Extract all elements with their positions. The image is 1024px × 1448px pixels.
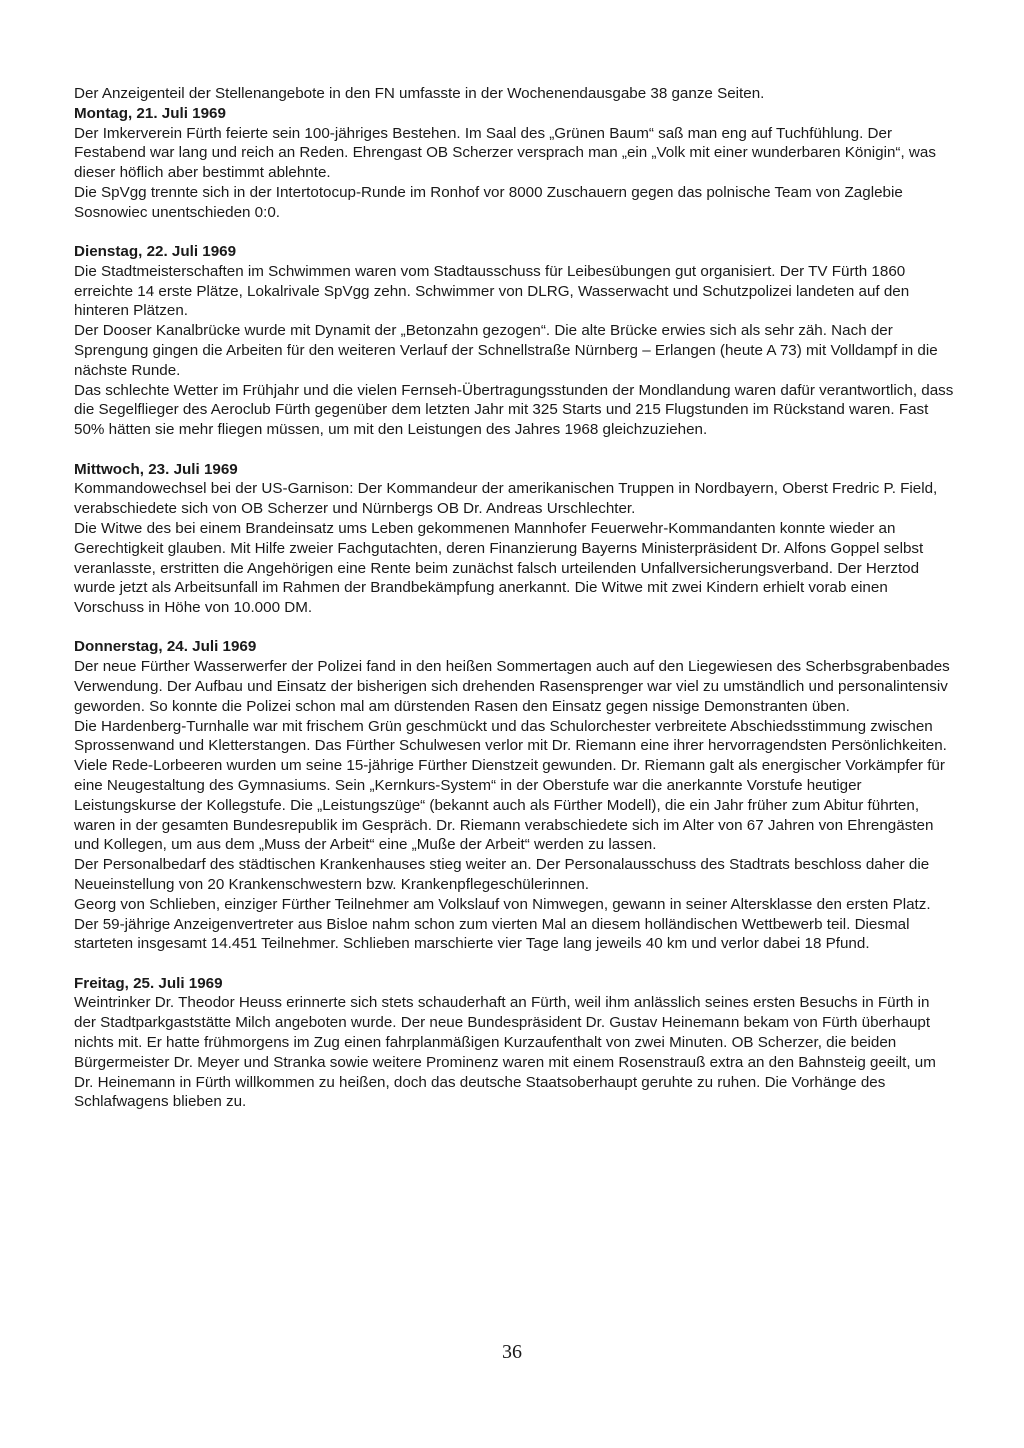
section-heading: Mittwoch, 23. Juli 1969 (74, 460, 238, 478)
paragraph: Der Personalbedarf des städtischen Krankenhauses stieg weiter an. Der Personalausschuss des Stadtrats beschloss daher die Neueinstellung von 20 Krankenschwestern bzw. Krankenpflegeschülerinnen. (74, 856, 930, 893)
paragraph: Kommandowechsel bei der US-Garnison: Der Kommandeur der amerikanischen Truppen in Nordbayern, Oberst Fredric P. Field, verabschiedete sich von OB Scherzer und Nürnbergs OB Dr. Andreas Urschlechter. (74, 480, 938, 518)
section-heading: Dienstag, 22. Juli 1969 (74, 243, 237, 261)
section-dienstag (74, 242, 954, 440)
page-number: 36 (502, 1341, 522, 1363)
paragraph: Die Witwe des bei einem Brandeinsatz ums Leben gekommenen Mannhofer Feuerwehr-Kommandanten konnte wieder an Gerechtigkeit glauben. Mit Hilfe zweier Fachgutachten, deren Finanzierung Bayerns Ministerpräsident Dr. Alfons Goppel selbst veranlasste, erstritten die Angehörigen eine Rente beim zunächst falsch urteilenden Unfallversicherungsverband. Der Herztod wurde jetzt als Arbeitsunfall im Rahmen der Brandbekämpfung anerkannt. Die Witwe mit zwei Kindern erhielt vorab einen Vorschuss in Höhe von 10.000 DM. (74, 519, 924, 617)
paragraph: Die SpVgg trennte sich in der Intertotocup-Runde im Ronhof vor 8000 Zuschauern gegen das polnische Team von Zaglebie Sosnowiec unentschieden 0:0. (74, 183, 903, 221)
paragraph: Georg von Schlieben, einziger Fürther Teilnehmer am Volkslauf von Nimwegen, gewann in seiner Altersklasse den ersten Platz. Der 59-jährige Anzeigenvertreter aus Bisloe nahm schon zum vierten Mal an diesem holländischen Wettbewerb teil. Diesmal starteten insgesamt 14.451 Teilnehmer. Schlieben marschierte vier Tage lang jeweils 40 km und verlor dabei 18 Pfund. (74, 895, 931, 953)
paragraph: Die Hardenberg-Turnhalle war mit frischem Grün geschmückt und das Schulorchester verbreitete Abschiedsstimmung zwischen Sprossenwand und Kletterstangen. Das Fürther Schulwesen verlor mit Dr. Riemann eine ihrer hervorragendsten Persönlichkeiten. Viele Rede-Lorbeeren wurden um seine 15-jährige Fürther Dienstzeit gewunden. Dr. Riemann galt als energischer Vorkämpfer für eine Neugestaltung des Gymnasiums. Sein „Kernkurs-System“ in der Oberstufe war die anerkannte Vorstufe heutiger Leistungskurse der Kollegstufe. Die „Leistungszüge“ (bekannt auch als Fürther Modell), die ein Jahr früher zum Abitur führten, waren in der gesamten Bundesrepublik im Gespräch. Dr. Riemann verabschiedete sich im Alter von 67 Jahren von Ehrengästen und Kollegen, um aus dem „Muss der Arbeit“ eine „Muße der Arbeit“ werden zu lassen. (74, 717, 947, 854)
section-donnerstag (74, 637, 954, 954)
section-heading: Donnerstag, 24. Juli 1969 (74, 638, 257, 656)
document-page (74, 84, 954, 1132)
intro-paragraph: Der Anzeigenteil der Stellenangebote in den FN umfasste in der Wochenendausgabe 38 ganze Seiten. (74, 85, 765, 102)
paragraph: Das schlechte Wetter im Frühjahr und die vielen Fernseh-Übertragungsstunden der Mondlandung waren dafür verantwortlich, dass die Segelflieger des Aeroclub Fürth gegenüber dem letzten Jahr mit 325 Starts und 215 Flugstunden im Rückstand waren. Fast 50% hätten sie mehr fliegen müssen, um mit den Leistungen des Jahres 1968 gleichzuziehen. (74, 381, 954, 439)
paragraph: Der Imkerverein Fürth feierte sein 100-jähriges Bestehen. Im Saal des „Grünen Baum“ saß man eng auf Tuchfühlung. Der Festabend war lang und reich an Reden. Ehrengast OB Scherzer versprach man „ein „Volk mit einer wunderbaren Königin“, was dieser höflich aber bestimmt ablehnte. (74, 124, 936, 182)
section-mittwoch (74, 460, 954, 618)
section-montag (74, 104, 954, 223)
section-freitag (74, 974, 954, 1113)
paragraph: Weintrinker Dr. Theodor Heuss erinnerte sich stets schauderhaft an Fürth, weil ihm anlässlich seines ersten Besuchs in Fürth in der Stadtparkgaststätte Milch angeboten wurde. Der neue Bundespräsident Dr. Gustav Heinemann bekam von Fürth überhaupt nichts mit. Er hatte frühmorgens im Zug einen fahrplanmäßigen Kurzaufenthalt von zwei Minuten. OB Scherzer, die beiden Bürgermeister Dr. Meyer und Stranka sowie weitere Prominenz waren mit einem Rosenstrauß extra an den Bahnsteig geeilt, um Dr. Heinemann in Fürth willkommen zu heißen, doch das deutsche Staatsoberhaupt geruhte zu ruhen. Die Vorhänge des Schlafwagens blieben zu. (74, 994, 936, 1111)
paragraph: Die Stadtmeisterschaften im Schwimmen waren vom Stadtausschuss für Leibesübungen gut organisiert. Der TV Fürth 1860 erreichte 14 erste Plätze, Lokalrivale SpVgg zehn. Schwimmer von DLRG, Wasserwacht und Schutzpolizei landeten auf den hinteren Plätzen. (74, 262, 910, 320)
section-heading: Montag, 21. Juli 1969 (74, 104, 226, 122)
paragraph: Der neue Fürther Wasserwerfer der Polizei fand in den heißen Sommertagen auch auf den Liegewiesen des Scherbsgrabenbades Verwendung. Der Aufbau und Einsatz der bisherigen sich drehenden Rasensprenger war viel zu umständlich und personalintensiv geworden. So konnte die Polizei schon mal am dürstenden Rasen den Einsatz gegen nissige Demonstranten üben. (74, 658, 950, 715)
section-heading: Freitag, 25. Juli 1969 (74, 974, 223, 992)
paragraph: Der Dooser Kanalbrücke wurde mit Dynamit der „Betonzahn gezogen“. Die alte Brücke erwies sich als sehr zäh. Nach der Sprengung gingen die Arbeiten für den weiteren Verlauf der Schnellstraße Nürnberg – Erlangen (heute A 73) mit Volldampf in die nächste Runde. (74, 322, 938, 379)
